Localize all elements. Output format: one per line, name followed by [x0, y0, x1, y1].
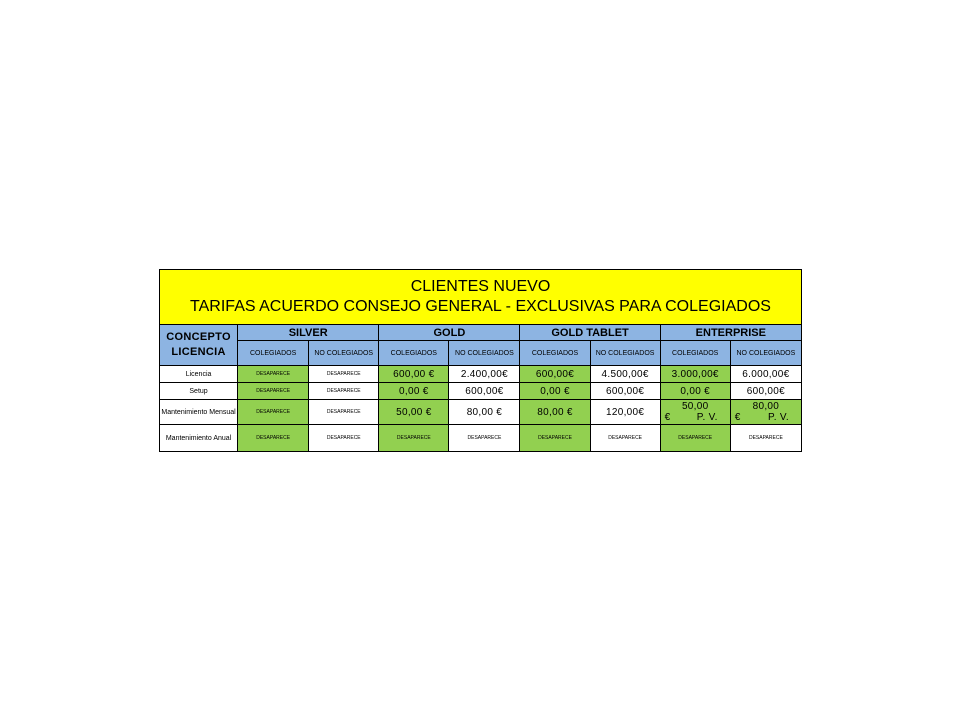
- table-cell: DESAPARECE: [238, 425, 309, 452]
- table-cell: DESAPARECE: [238, 366, 309, 383]
- concept-line-2: LICENCIA: [171, 346, 226, 358]
- table-cell: 4.500,00€: [590, 366, 660, 383]
- table-cell-pv: [660, 400, 730, 425]
- concept-header: [160, 325, 238, 366]
- pv-amount: 80,00: [752, 401, 780, 412]
- table-cell: 600,00 €: [379, 366, 449, 383]
- row-label: Mantenimiento Anual: [160, 425, 238, 452]
- table-row-setup: [160, 383, 802, 400]
- table-cell: 600,00€: [590, 383, 660, 400]
- pv-currency: €: [734, 412, 741, 423]
- pv-note: P. V.: [696, 412, 718, 423]
- subheader-colegiados: COLEGIADOS: [660, 341, 730, 366]
- table-cell: DESAPARECE: [449, 425, 520, 452]
- table-cell: DESAPARECE: [660, 425, 730, 452]
- table-cell: DESAPARECE: [730, 425, 801, 452]
- pv-amount: 50,00: [681, 401, 709, 412]
- table-cell: DESAPARECE: [309, 400, 379, 425]
- table-cell: DESAPARECE: [238, 400, 309, 425]
- table-row-mantenimiento-mensual: [160, 400, 802, 425]
- plan-gold-tablet: GOLD TABLET: [520, 325, 660, 341]
- concept-line-1: CONCEPTO: [166, 331, 231, 343]
- table-cell: 0,00 €: [520, 383, 590, 400]
- table-cell: 50,00 €: [379, 400, 449, 425]
- table-cell: 3.000,00€: [660, 366, 730, 383]
- table-cell: DESAPARECE: [590, 425, 660, 452]
- table-row-licencia: [160, 366, 802, 383]
- title-line-1: CLIENTES NUEVO: [410, 278, 551, 295]
- table-cell: 80,00 €: [449, 400, 520, 425]
- subheader-no-colegiados: NO COLEGIADOS: [590, 341, 660, 366]
- table-cell: DESAPARECE: [309, 383, 379, 400]
- table-row-mantenimiento-anual: [160, 425, 802, 452]
- table-cell: DESAPARECE: [520, 425, 590, 452]
- subheader-colegiados: COLEGIADOS: [379, 341, 449, 366]
- table-cell: 0,00 €: [379, 383, 449, 400]
- plan-silver: SILVER: [238, 325, 379, 341]
- plan-gold: GOLD: [379, 325, 520, 341]
- table-cell: 0,00 €: [660, 383, 730, 400]
- row-label: Mantenimiento Mensual: [160, 400, 238, 425]
- table-cell-pv: [730, 400, 801, 425]
- table-cell: 600,00€: [520, 366, 590, 383]
- subheader-colegiados: COLEGIADOS: [520, 341, 590, 366]
- table-cell: DESAPARECE: [379, 425, 449, 452]
- table-cell: DESAPARECE: [238, 383, 309, 400]
- table-cell: 2.400,00€: [449, 366, 520, 383]
- subheader-no-colegiados: NO COLEGIADOS: [309, 341, 379, 366]
- table-title: [160, 270, 802, 325]
- subheader-colegiados: COLEGIADOS: [238, 341, 309, 366]
- table-cell: DESAPARECE: [309, 366, 379, 383]
- pv-note: P. V.: [768, 412, 789, 423]
- row-label: Licencia: [160, 366, 238, 383]
- table-cell: DESAPARECE: [309, 425, 379, 452]
- pricing-table: [159, 269, 802, 452]
- pv-currency: €: [664, 412, 671, 423]
- table-cell: 600,00€: [730, 383, 801, 400]
- table-cell: 80,00 €: [520, 400, 590, 425]
- row-label: Setup: [160, 383, 238, 400]
- subheader-no-colegiados: NO COLEGIADOS: [449, 341, 520, 366]
- table-cell: 6.000,00€: [730, 366, 801, 383]
- subheader-no-colegiados: NO COLEGIADOS: [730, 341, 801, 366]
- title-line-2: TARIFAS ACUERDO CONSEJO GENERAL - EXCLUSIVAS PARA COLEGIADOS: [190, 298, 771, 315]
- table-cell: 120,00€: [590, 400, 660, 425]
- table-cell: 600,00€: [449, 383, 520, 400]
- plan-enterprise: ENTERPRISE: [660, 325, 801, 341]
